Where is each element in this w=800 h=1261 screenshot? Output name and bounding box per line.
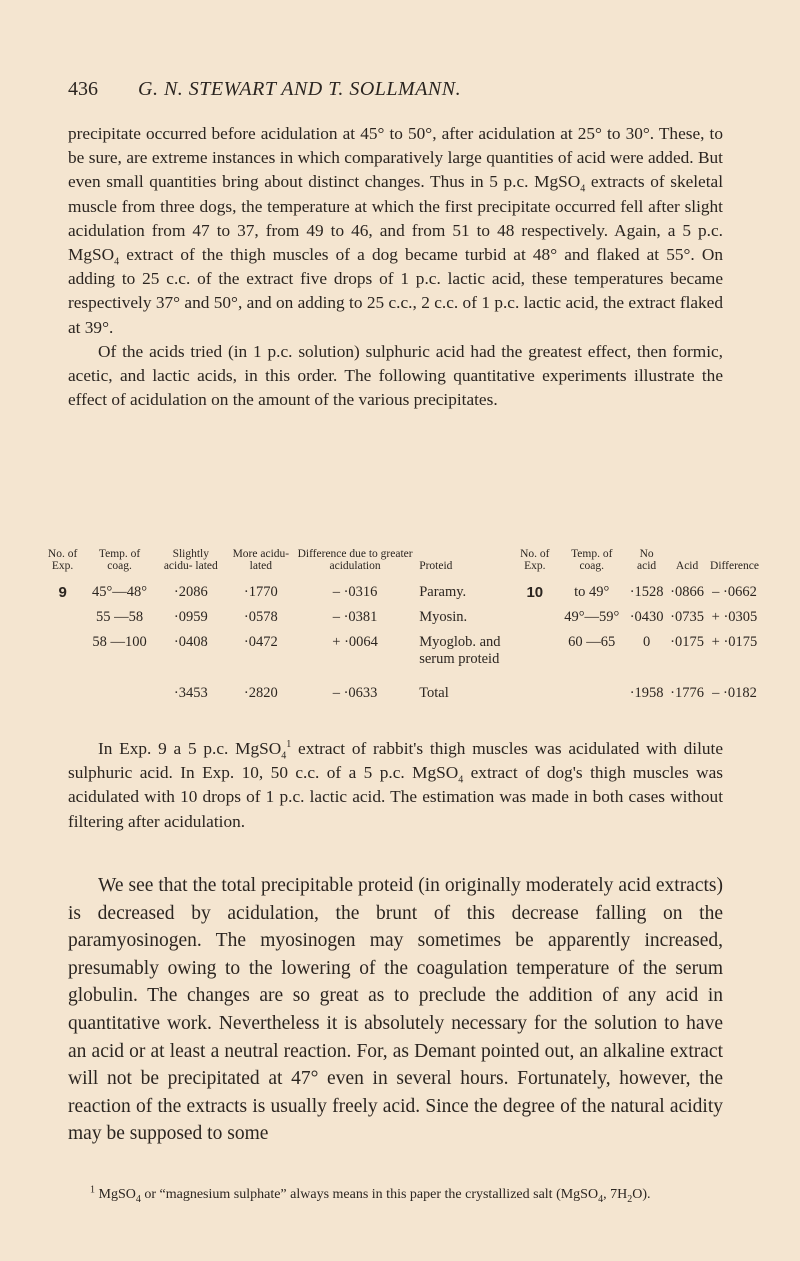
table-cell: ·0430 — [629, 609, 664, 625]
column-header: Difference due to greater acidulation — [297, 548, 413, 572]
column-header: Temp. of coag. — [571, 548, 613, 572]
table-cell: ·0866 — [670, 584, 704, 600]
table-cell — [40, 607, 85, 632]
table-cell: 9 — [58, 584, 67, 601]
table-cell: – ·0662 — [712, 584, 757, 600]
page-body — [68, 78, 723, 412]
table-cell: – ·0633 — [332, 685, 378, 701]
table-cell: 55 —58 — [95, 609, 144, 625]
table-cell: to 49° — [574, 584, 610, 600]
table-cell: ·0959 — [173, 609, 208, 625]
table-row — [40, 670, 762, 704]
table-cell: ·1770 — [243, 584, 278, 600]
running-head: G. N. STEWART AND T. SOLLMANN. — [138, 78, 462, 100]
table-cell — [85, 670, 154, 704]
table-cell: ·2820 — [243, 685, 278, 701]
table-cell: 0 — [642, 634, 651, 650]
column-header: Temp. of coag. — [98, 548, 141, 572]
table-cell: – ·0381 — [332, 609, 378, 625]
table-row — [40, 607, 762, 632]
column-header: Acid — [675, 560, 699, 572]
table-cell: ·1528 — [629, 584, 664, 600]
paragraph-3: In Exp. 9 a 5 p.c. MgSO$_4^1$ extract of rabbit's thigh muscles was acidulated with dilute sulphuric acid. In Exp. 10, 50 c.c. of a 5 p.c. MgSO$_4$ extract of dog's thigh muscles was acidulated with 10 drops of 1 p.c. lactic acid. The estimation was made in both cases without filtering after acidulation. — [68, 739, 723, 831]
page-number: 436 — [68, 78, 98, 100]
table-cell: ·0472 — [243, 634, 278, 650]
column-header: No. of Exp. — [520, 548, 550, 572]
paragraph-4: We see that the total precipitable proteid (in originally moderately acid extracts) is decreased by acidulation, the brunt of this decrease falling on the paramyosinogen. The myosinogen may sometimes be apparently increased, presumably owing to the lowering of the coagulation temperature of the serum globulin. The changes are so great as to preclude the addition of any acid in quantitative work. Nevertheless it is absolutely necessary for the solution to have an acid or at least a neutral reaction. For, as Demant pointed out, an alkaline extract will not be precipitated at 47° even in several hours. Fortunately, however, the reaction of the extracts is usually freely acid. Since the degree of the natural acidity may be supposed to some — [68, 875, 723, 1145]
column-header: More acidu- lated — [232, 548, 290, 572]
column-header: No acid — [637, 548, 657, 572]
table-cell: – ·0182 — [712, 685, 757, 701]
table-cell: + ·0175 — [711, 634, 758, 650]
results-table — [40, 548, 762, 704]
table-cell: – ·0316 — [332, 584, 378, 600]
table-cell — [512, 607, 557, 632]
table-cell: ·1958 — [629, 685, 664, 701]
table-cell: Paramy. — [419, 584, 467, 600]
table-cell: 60 —65 — [568, 634, 616, 650]
running-header — [68, 78, 723, 110]
column-header: Proteid — [419, 560, 453, 572]
table-cell: ·0578 — [243, 609, 278, 625]
table-cell: Total — [419, 685, 449, 701]
table-cell — [512, 670, 557, 704]
table-cell: 58 —100 — [92, 634, 147, 650]
table-cell: Myoglob. and serum proteid — [419, 634, 501, 667]
table-cell: ·3453 — [173, 685, 208, 701]
table-row — [40, 632, 762, 670]
table-cell: 45°—48° — [92, 584, 148, 600]
table-cell: ·0408 — [173, 634, 208, 650]
column-header: No. of Exp. — [47, 548, 78, 572]
table-cell: 10 — [526, 584, 544, 601]
column-header: Slightly acidu- lated — [163, 548, 218, 572]
table-cell: + ·0064 — [332, 634, 378, 650]
column-header: Difference — [710, 560, 759, 572]
paragraph-2: Of the acids tried (in 1 p.c. solution) sulphuric acid had the greatest effect, then formic, acetic, and lactic acids, in this order. The following quantitative experiments illustrate the effect of acidulation on the amount of the various precipitates. — [68, 341, 723, 410]
table-cell — [40, 670, 85, 704]
table-cell — [40, 632, 85, 670]
table-row — [40, 582, 762, 607]
table-cell — [557, 670, 626, 704]
table-cell: ·1776 — [670, 685, 704, 701]
table-cell: ·2086 — [173, 584, 208, 600]
paragraph-1: precipitate occurred before acidulation at 45° to 50°, after acidulation at 25° to 30°. These, to be sure, are extreme instances in which comparatively large quantities of acid were added. But even small quantities bring about distinct changes. Thus in 5 p.c. MgSO$_4$ extracts of skeletal muscle from three dogs, the temperature at which the first precipitate occurred fell after slight acidulation from 47 to 37, from 49 to 46, and from 51 to 48 respectively. Again, a 5 p.c. MgSO$_4$ extract of the thigh muscles of a dog became turbid at 48° and flaked at 55°. On adding to 25 c.c. of the extract five drops of 1 p.c. lactic acid, these temperatures became respectively 37° and 50°, and on adding to 25 c.c., 2 c.c. of 1 p.c. lactic acid, the extract flaked at 39°. — [68, 124, 723, 337]
table-cell: ·0175 — [670, 634, 704, 650]
table-cell — [512, 632, 557, 670]
table-cell: ·0735 — [670, 609, 704, 625]
table-cell: + ·0305 — [711, 609, 758, 625]
table-cell: Myosin. — [419, 609, 468, 625]
table-cell: 49°—59° — [564, 609, 620, 625]
footnote: $^1$ MgSO$_4$ or “magnesium sulphate” always means in this paper the crystallized salt (MgSO$_4$, $7H_2O$). — [90, 1184, 651, 1205]
